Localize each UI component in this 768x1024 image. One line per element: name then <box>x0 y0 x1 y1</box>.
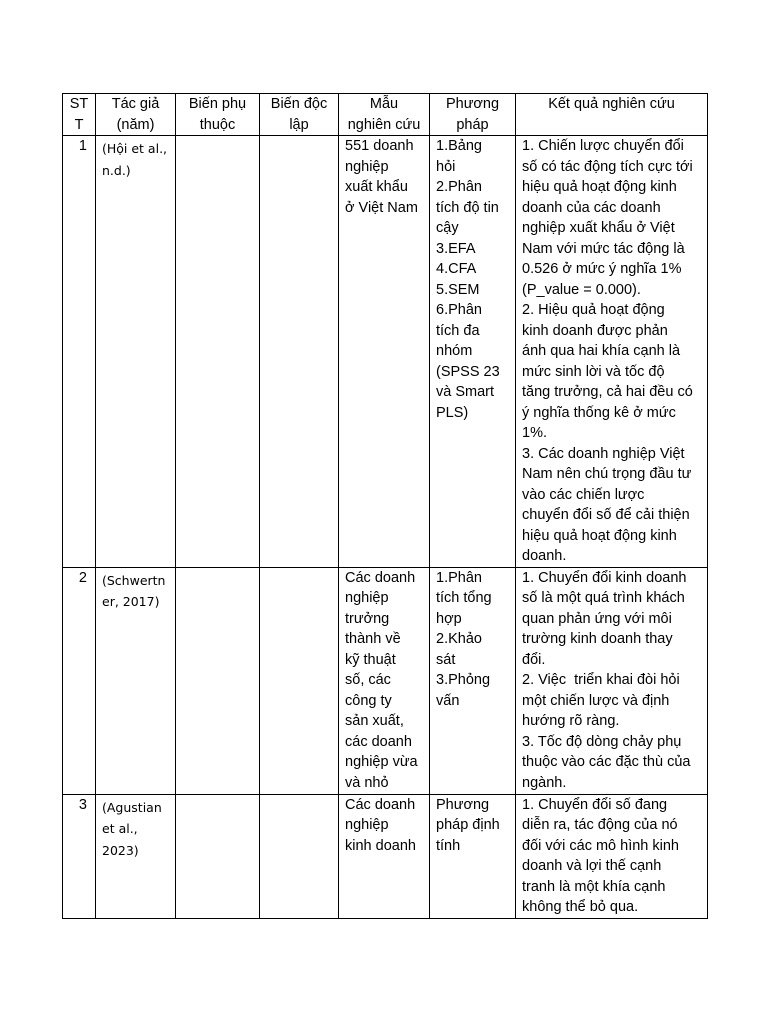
text-line: er, 2017) <box>102 594 160 609</box>
text-line: Phương <box>445 96 500 112</box>
text-line: doanh của các doanh <box>522 199 661 216</box>
result-cell <box>516 136 708 568</box>
independent-variable-cell <box>260 136 339 568</box>
text-line: Tác giả <box>111 96 160 112</box>
text-line: doanh. <box>522 548 567 564</box>
text-line: (Agustian <box>102 799 162 815</box>
text-line: nghiệp <box>345 158 389 175</box>
text-line: mức sinh lời và tốc độ <box>522 363 665 380</box>
sample-cell <box>339 136 430 568</box>
text-line: 2.Phân <box>436 179 482 195</box>
text-line: hiệu quả hoạt động kinh <box>522 179 677 195</box>
text-line: Phương <box>436 796 490 813</box>
text-line: T <box>74 116 84 133</box>
text-line: (năm) <box>116 116 155 133</box>
text-line: nghiệp vừa <box>345 754 418 770</box>
text-line: một chiến lược và định <box>522 692 670 709</box>
header-method <box>430 94 516 136</box>
text-line: cậy <box>436 220 459 236</box>
literature-review-table <box>62 93 708 919</box>
text-line: (SPSS 23 <box>436 363 500 380</box>
text-line: 2. Việc triển khai đòi hỏi <box>522 672 680 688</box>
text-line: vấn <box>436 692 460 709</box>
text-line: đối với các mô hình kinh <box>522 837 680 854</box>
text-line: 2. Hiệu quả hoạt động <box>522 302 665 318</box>
text-line: (Hội et al., <box>102 141 168 156</box>
text-line: Các doanh <box>345 569 416 586</box>
text-line: tranh là một khía cạnh <box>522 878 666 895</box>
text-line: Nam với mức tác động là <box>522 240 685 257</box>
text-line: các doanh <box>345 733 412 750</box>
text-line: tích độ tin <box>436 199 499 216</box>
header-dependent-variable <box>176 94 260 136</box>
table-header-row <box>63 94 708 136</box>
text-line: số là một quá trình khách <box>522 590 685 606</box>
text-line: pháp <box>456 116 489 133</box>
text-line: tăng trưởng, cả hai đều có <box>522 384 693 400</box>
text-line: thuộc vào các đặc thù của <box>522 754 691 770</box>
text-line: chuyển đổi số để cải thiện <box>522 507 690 523</box>
text-line: 1%. <box>522 425 547 441</box>
text-line: trường kinh doanh thay <box>522 631 673 647</box>
text-line: nhóm <box>436 343 473 359</box>
text-line: sát <box>436 651 456 668</box>
text-line: ngành. <box>522 774 567 791</box>
text-line: kinh doanh được phản <box>522 322 668 339</box>
text-line: nghiệp <box>345 817 389 833</box>
text-line: công ty <box>345 692 392 709</box>
sample-cell <box>339 567 430 794</box>
text-line: hỏi <box>436 158 456 175</box>
text-line: 1. Chuyển đổi kinh doanh <box>522 569 687 586</box>
text-line: sản xuất, <box>345 713 404 729</box>
text-line: và nhỏ <box>345 774 389 791</box>
text-line: số, các <box>345 672 391 688</box>
text-line: 4.CFA <box>436 261 477 277</box>
text-line: Mẫu <box>369 96 399 112</box>
method-cell <box>430 794 516 918</box>
header-author <box>96 94 176 136</box>
stt-cell: 1 <box>63 136 96 568</box>
text-line: nghiên cứu <box>347 116 421 133</box>
text-line: 1. Chuyển đổi số đang <box>522 796 668 813</box>
text-line: (P_value = 0.000). <box>522 281 641 298</box>
table-row <box>63 136 708 568</box>
text-line: pháp định <box>436 817 500 833</box>
text-line: 3.Phỏng <box>436 672 491 688</box>
text-line: 1. Chiến lược chuyển đổi <box>522 138 684 154</box>
text-line: Nam nên chú trọng đầu tư <box>522 466 692 482</box>
text-line: 3. Tốc độ dòng chảy phụ <box>522 733 682 750</box>
text-line: ý nghĩa thống kê ở mức <box>522 404 676 421</box>
text-line: 2023) <box>102 842 139 858</box>
text-line: hiệu quả hoạt động kinh <box>522 527 677 544</box>
text-line: nghiệp <box>345 590 389 606</box>
text-line: nghiệp xuất khẩu ở Việt <box>522 220 675 236</box>
stt-cell: 3 <box>63 794 96 918</box>
text-line: số có tác động tích cực tới <box>522 158 693 175</box>
text-line: thành về <box>345 631 401 647</box>
author-cell <box>96 567 176 794</box>
author-cell <box>96 794 176 918</box>
text-line: 5.SEM <box>436 281 480 298</box>
header-sample <box>339 94 430 136</box>
table-row <box>63 567 708 794</box>
result-cell <box>516 567 708 794</box>
text-line: không thể bỏ qua. <box>522 899 639 915</box>
text-line: tích tổng <box>436 590 492 606</box>
dependent-variable-cell <box>176 567 260 794</box>
text-line: 2.Khảo <box>436 631 482 647</box>
text-line: ST <box>69 96 89 112</box>
text-line: doanh và lợi thế cạnh <box>522 858 662 874</box>
text-line: Biến phụ <box>188 96 247 112</box>
text-line: đổi. <box>522 651 546 668</box>
text-line: và Smart <box>436 384 495 400</box>
text-line: 3.EFA <box>436 240 476 257</box>
text-line: PLS) <box>436 404 469 421</box>
dependent-variable-cell <box>176 794 260 918</box>
method-cell <box>430 567 516 794</box>
text-line: diễn ra, tác động của nó <box>522 817 678 833</box>
header-stt <box>63 94 96 136</box>
text-line: tính <box>436 837 461 854</box>
text-line: kinh doanh <box>345 837 416 854</box>
text-line: (Schwertn <box>102 572 166 588</box>
text-line: Biến độc <box>270 96 328 112</box>
text-line: 1.Phân <box>436 569 482 586</box>
text-line: hướng rõ ràng. <box>522 713 620 729</box>
independent-variable-cell <box>260 794 339 918</box>
author-cell <box>96 136 176 568</box>
header-independent-variable <box>260 94 339 136</box>
dependent-variable-cell <box>176 136 260 568</box>
text-line: et al., <box>102 821 138 836</box>
text-line: trưởng <box>345 610 390 627</box>
table-row <box>63 794 708 918</box>
header-result <box>516 94 708 136</box>
text-line: 1.Bảng <box>436 138 482 154</box>
sample-cell <box>339 794 430 918</box>
text-line: 3. Các doanh nghiệp Việt <box>522 445 685 462</box>
text-line: vào các chiến lược <box>522 486 645 503</box>
independent-variable-cell <box>260 567 339 794</box>
text-line: quan phản ứng với môi <box>522 610 672 627</box>
text-line: ở Việt Nam <box>345 199 418 216</box>
text-line: lập <box>289 116 309 133</box>
text-line: Các doanh <box>345 796 416 813</box>
text-line: 551 doanh <box>345 138 414 154</box>
text-line: ánh qua hai khía cạnh là <box>522 343 681 359</box>
text-line: thuộc <box>199 116 236 133</box>
result-cell <box>516 794 708 918</box>
text-line: 6.Phân <box>436 302 482 318</box>
text-line: kỹ thuật <box>345 651 396 668</box>
text-line: Kết quả nghiên cứu <box>548 96 675 112</box>
text-line: hợp <box>436 610 462 627</box>
text-line: n.d.) <box>102 162 131 178</box>
stt-cell: 2 <box>63 567 96 794</box>
text-line: tích đa <box>436 322 480 339</box>
text-line: xuất khẩu <box>345 179 408 195</box>
text-line: 0.526 ở mức ý nghĩa 1% <box>522 261 682 277</box>
method-cell <box>430 136 516 568</box>
